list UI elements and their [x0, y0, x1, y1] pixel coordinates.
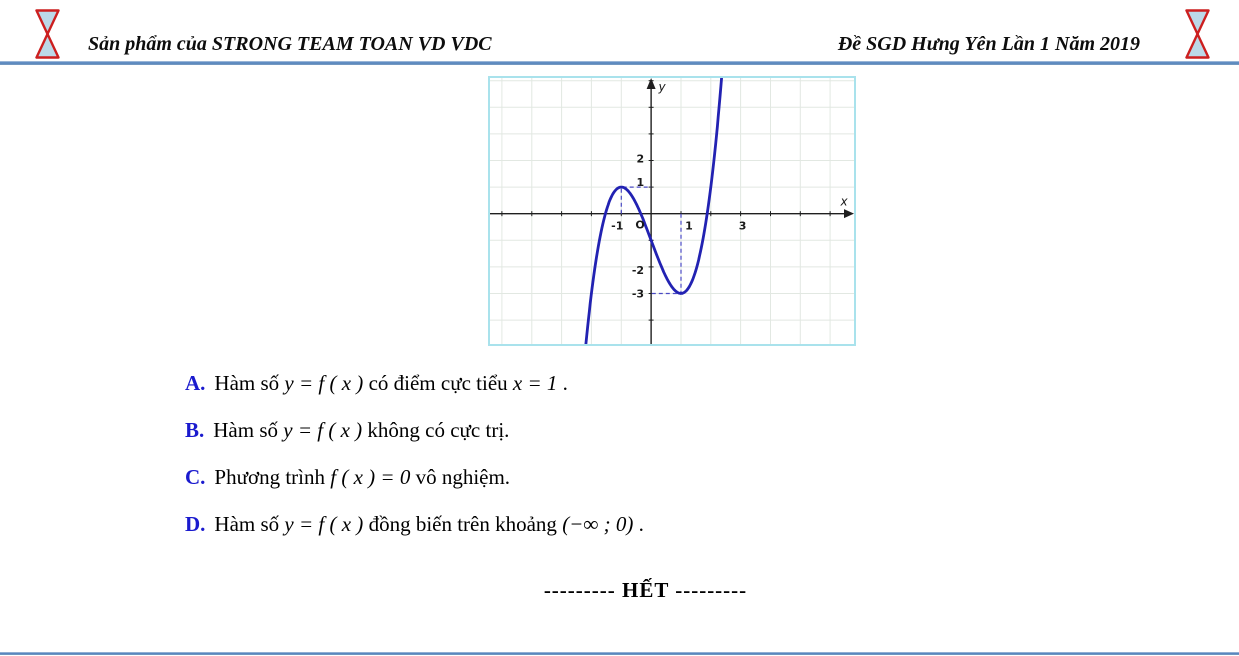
option-text: có điểm cực tiểu: [363, 371, 513, 395]
strong-team-logo-right: [1184, 9, 1211, 59]
option-text: Hàm số: [214, 512, 285, 536]
svg-text:-3: -3: [631, 287, 645, 301]
header-left-title: Sản phẩm của STRONG TEAM TOAN VD VDC: [88, 33, 492, 55]
svg-text:-2: -2: [631, 263, 645, 277]
cubic-function-chart: [490, 78, 854, 344]
svg-text:x: x: [840, 194, 848, 209]
answer-options: [185, 366, 644, 554]
end-marker: --------- HẾT ---------: [543, 578, 748, 602]
math-expression: f ( x ) = 0: [330, 465, 411, 489]
answer-option-d: [185, 507, 644, 541]
header-right-title: Đề SGD Hưng Yên Lần 1 Năm 2019: [837, 33, 1140, 55]
answer-option-c: [185, 460, 644, 494]
footer-rule: [0, 652, 1239, 655]
math-expression: y = f ( x ): [284, 512, 364, 536]
svg-text:1: 1: [636, 176, 645, 190]
math-expression: x = 1: [512, 371, 558, 395]
option-text: Hàm số: [214, 371, 285, 395]
option-text: .: [557, 371, 568, 395]
option-text: .: [633, 512, 644, 536]
option-text: Hàm số: [213, 418, 284, 442]
function-graph-panel: [488, 76, 856, 346]
svg-text:O: O: [635, 218, 645, 232]
svg-text:1: 1: [685, 219, 693, 233]
option-letter: A.: [185, 371, 206, 395]
math-expression: y = f ( x ): [283, 418, 363, 442]
option-letter: C.: [185, 465, 206, 489]
answer-option-a: [185, 366, 644, 400]
svg-text:y: y: [658, 80, 666, 94]
svg-text:-1: -1: [611, 219, 624, 233]
option-letter: B.: [185, 418, 205, 442]
answer-option-b: [185, 413, 644, 447]
option-text: Phương trình: [214, 465, 331, 489]
math-expression: (−∞ ; 0): [562, 512, 634, 536]
option-text: vô nghiệm.: [410, 465, 511, 489]
strong-team-logo-left: [34, 9, 61, 59]
math-expression: y = f ( x ): [284, 371, 364, 395]
svg-text:2: 2: [636, 152, 645, 166]
option-text: đồng biến trên khoảng: [363, 512, 563, 536]
option-text: không có cực trị.: [362, 418, 510, 442]
header-rule: [0, 61, 1239, 65]
option-letter: D.: [185, 512, 206, 536]
svg-text:3: 3: [738, 219, 747, 233]
